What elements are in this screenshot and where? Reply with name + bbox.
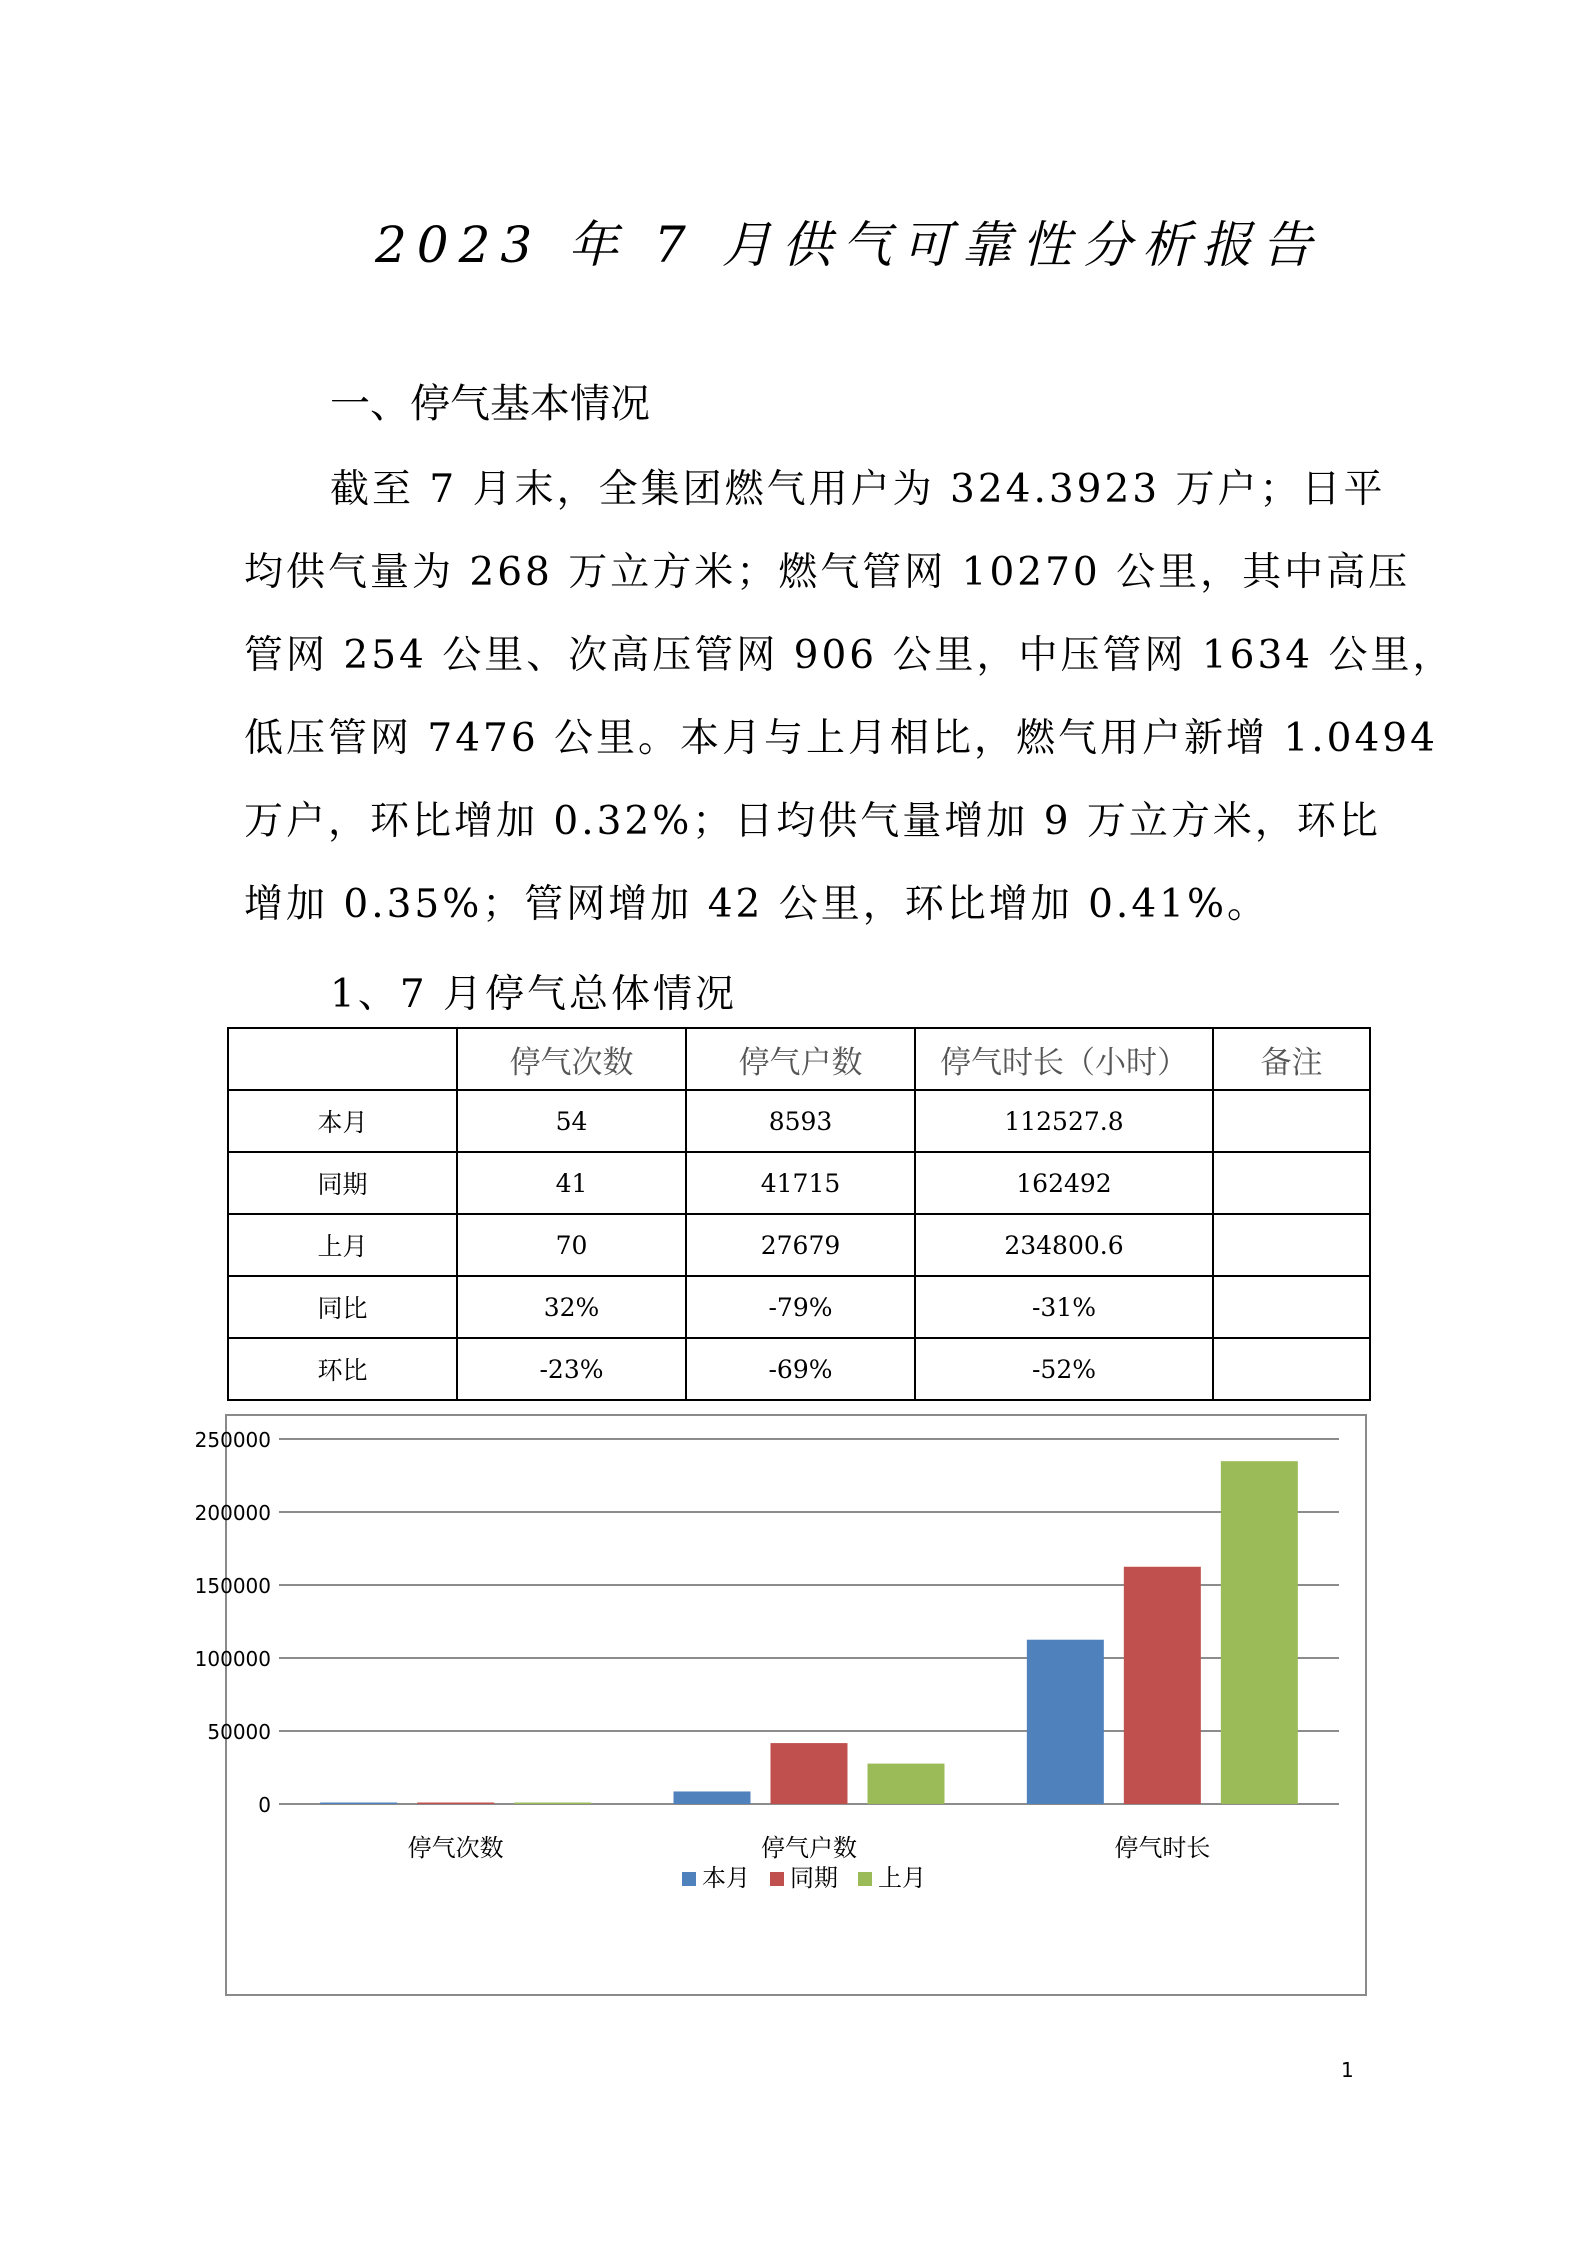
table-cell: [1213, 1152, 1370, 1214]
chart-canvas: [194, 1416, 1369, 1998]
page-number: 1: [1341, 2058, 1354, 2082]
table-cell: [1213, 1214, 1370, 1276]
legend-swatch: [770, 1872, 784, 1886]
table-cell: -23%: [457, 1338, 686, 1400]
paragraph-line: 均供气量为 268 万立方米；燃气管网 10270 公里，其中高压: [244, 550, 1411, 595]
bar-本月: [320, 1803, 397, 1805]
table-cell: 234800.6: [915, 1214, 1213, 1276]
bar-本月: [674, 1791, 751, 1804]
table-cell: 41: [457, 1152, 686, 1214]
bar-上月: [1221, 1461, 1298, 1804]
table-cell: 32%: [457, 1276, 686, 1338]
y-tick-label: 250000: [194, 1428, 271, 1452]
table-row: [228, 1090, 1370, 1152]
table-cell: -79%: [686, 1276, 915, 1338]
row-label: 本月: [228, 1090, 457, 1152]
paragraph-line: 截至 7 月末，全集团燃气用户为 324.3923 万户；日平: [330, 467, 1386, 512]
outage-stats-table: [227, 1027, 1371, 1401]
y-tick-label: 50000: [207, 1720, 271, 1744]
table-cell: [1213, 1338, 1370, 1400]
table-cell: -52%: [915, 1338, 1213, 1400]
row-label: 同比: [228, 1276, 457, 1338]
table-header-cell: 停气户数: [686, 1028, 915, 1090]
bar-上月: [514, 1803, 591, 1805]
table-cell: [1213, 1090, 1370, 1152]
table-cell: [1213, 1276, 1370, 1338]
sub-heading: 1、7 月停气总体情况: [330, 972, 738, 1017]
table-cell: -31%: [915, 1276, 1213, 1338]
table-header-cell: [228, 1028, 457, 1090]
table-header-cell: 备注: [1213, 1028, 1370, 1090]
table-cell: -69%: [686, 1338, 915, 1400]
table-cell: 8593: [686, 1090, 915, 1152]
y-tick-label: 200000: [194, 1501, 271, 1525]
table-cell: 162492: [915, 1152, 1213, 1214]
x-category-label: 停气时长: [1114, 1834, 1211, 1862]
table-cell: 112527.8: [915, 1090, 1213, 1152]
table-row: [228, 1214, 1370, 1276]
y-tick-label: 0: [258, 1793, 271, 1817]
legend-label: 本月: [702, 1864, 750, 1892]
bar-同期: [1124, 1567, 1201, 1804]
row-label: 同期: [228, 1152, 457, 1214]
y-tick-label: 100000: [194, 1647, 271, 1671]
bar-同期: [417, 1803, 494, 1805]
legend-swatch: [682, 1872, 696, 1886]
table-row: [228, 1338, 1370, 1400]
row-label: 环比: [228, 1338, 457, 1400]
bar-chart: [194, 1414, 1367, 1996]
table-header-cell: 停气时长（小时）: [915, 1028, 1213, 1090]
table-row: [228, 1152, 1370, 1214]
table-cell: 41715: [686, 1152, 915, 1214]
table-cell: 70: [457, 1214, 686, 1276]
x-category-label: 停气次数: [407, 1834, 504, 1862]
legend-swatch: [858, 1872, 872, 1886]
table-row: [228, 1276, 1370, 1338]
x-category-label: 停气户数: [761, 1834, 857, 1862]
paragraph-line: 低压管网 7476 公里。本月与上月相比，燃气用户新增 1.0494: [244, 716, 1438, 761]
legend-label: 上月: [878, 1864, 926, 1892]
bar-同期: [771, 1743, 848, 1804]
document-title: 2023 年 7 月供气可靠性分析报告: [375, 216, 1322, 274]
table-header-cell: 停气次数: [457, 1028, 686, 1090]
row-label: 上月: [228, 1214, 457, 1276]
bar-上月: [868, 1764, 945, 1804]
table-cell: 54: [457, 1090, 686, 1152]
table-cell: 27679: [686, 1214, 915, 1276]
paragraph-line: 万户，环比增加 0.32%；日均供气量增加 9 万立方米，环比: [244, 799, 1381, 844]
paragraph-line: 增加 0.35%；管网增加 42 公里，环比增加 0.41%。: [244, 882, 1270, 927]
bar-本月: [1027, 1640, 1104, 1804]
paragraph-line: 管网 254 公里、次高压管网 906 公里，中压管网 1634 公里，: [244, 633, 1455, 678]
y-tick-label: 150000: [194, 1574, 271, 1598]
legend-label: 同期: [790, 1864, 838, 1892]
section-heading: 一、停气基本情况: [330, 381, 650, 427]
table-header-row: [228, 1028, 1370, 1090]
